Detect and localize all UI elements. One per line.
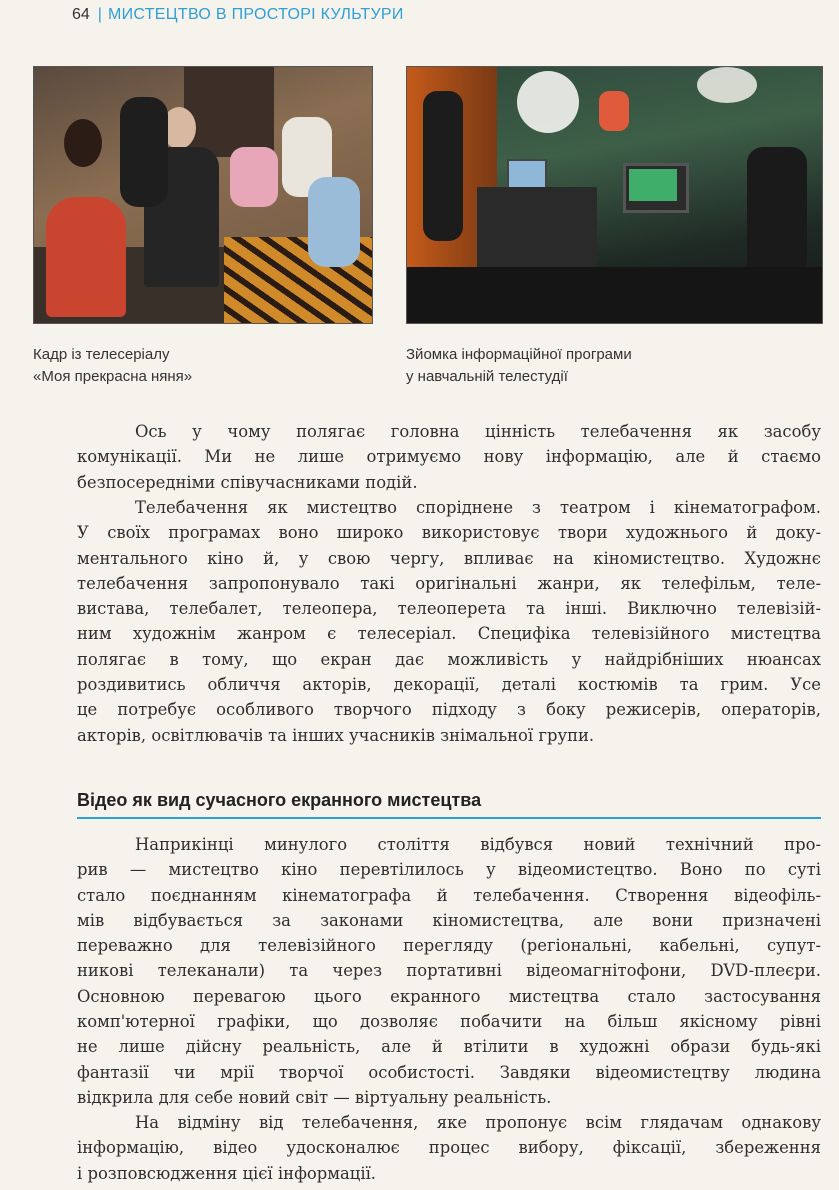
text-line: комп'ютерної графіки, що дозволяє побачити на більш якісному рівні — [77, 1012, 821, 1032]
text-line: переважно для телевізійного перегляду (регіональні, кабельні, супут- — [77, 936, 821, 956]
tv-studio-photo — [406, 66, 823, 324]
header-separator: | — [97, 6, 102, 23]
text-line: никові телеканали) та через портативні відеомагнітофони, DVD-плеєри. — [77, 961, 821, 981]
text-line: На відміну від телебачення, яке пропонує всім глядачам однакову — [135, 1113, 821, 1132]
page-number: 64 — [72, 6, 90, 23]
running-header — [72, 0, 404, 30]
text-line: полягає в тому, що екран дає можливість у найдрібніших нюансах — [77, 649, 821, 669]
text-line: фантазії чи мрії творчої особистості. Завдяки відеомистецтву людина — [77, 1062, 821, 1082]
text-line: У своїх програмах воно широко використовує твори художнього й доку- — [77, 523, 821, 543]
paragraph-tv-art — [77, 495, 821, 748]
text-line: інформацію, відео удосконалює процес вибору, фіксації, збереження — [77, 1138, 821, 1158]
text-line: Телебачення як мистецтво споріднене з театром і кінематографом. — [135, 498, 821, 517]
text-line: безпосередніми співучасниками подій. — [77, 472, 418, 492]
text-line: Наприкінці минулого століття відбувся новий технічний про- — [135, 835, 821, 854]
caption-line: Зйомка інформаційної програми — [406, 346, 632, 363]
text-line: акторів, освітлювачів та інших учасників знімальної групи. — [77, 725, 595, 745]
text-line: телебачення запропонувало такі оригінальні жанри, як телефільм, теле- — [77, 573, 821, 593]
caption-line: Кадр із телесеріалу — [33, 346, 170, 363]
text-line: комунікації. Ми не лише отримуємо нову інформацію, але й стаємо — [77, 447, 821, 467]
figure-caption-right — [406, 344, 806, 388]
text-line: роздивитись обличчя акторів, декорації, деталі костюмів та грим. Усе — [77, 675, 821, 695]
paragraph-video-vs-tv — [77, 1110, 821, 1186]
text-line: мів відбувається за законами кіномистецтва, але вони призначені — [77, 910, 821, 930]
text-line: ментального кіно й, у свою чергу, впливає на кіномистецтво. Художнє — [77, 548, 821, 568]
chapter-title: МИСТЕЦТВО В ПРОСТОРІ КУЛЬТУРИ — [107, 6, 404, 23]
text-line: стало поєднанням кінематографа й телебачення. Створення відеофіль- — [77, 885, 821, 905]
text-line: рив — мистецтво кіно перевтілилось у відеомистецтво. Воно по суті — [77, 860, 821, 880]
text-line: вистава, телебалет, телеопера, телеоперета та інші. Виключно телевізій- — [77, 599, 821, 619]
text-line: не лише дійсну реальність, але й втілити в художні образи будь-які — [77, 1037, 821, 1057]
text-line: ним художнім жанром є телесеріал. Специфіка телевізійного мистецтва — [77, 624, 821, 644]
caption-line: «Моя прекрасна няня» — [33, 368, 193, 385]
figure-caption-left — [33, 344, 363, 388]
paragraph-video-art — [77, 832, 821, 1110]
text-line: Ось у чому полягає головна цінність телебачення як засобу — [135, 422, 821, 441]
section-heading: Відео як вид сучасного екранного мистецтва — [77, 790, 821, 819]
tv-series-photo — [33, 66, 373, 324]
text-line: Основною перевагою цього екранного мистецтва стало застосування — [77, 986, 821, 1006]
paragraph-tv-communication — [77, 419, 821, 495]
text-line: це потребує особливого творчого підходу з боку режисерів, операторів, — [77, 700, 821, 720]
text-line: відкрила для себе новий світ — віртуальну реальність. — [77, 1087, 552, 1107]
text-line: і розповсюдження цієї інформації. — [77, 1163, 377, 1183]
caption-line: у навчальній телестудії — [406, 368, 568, 385]
